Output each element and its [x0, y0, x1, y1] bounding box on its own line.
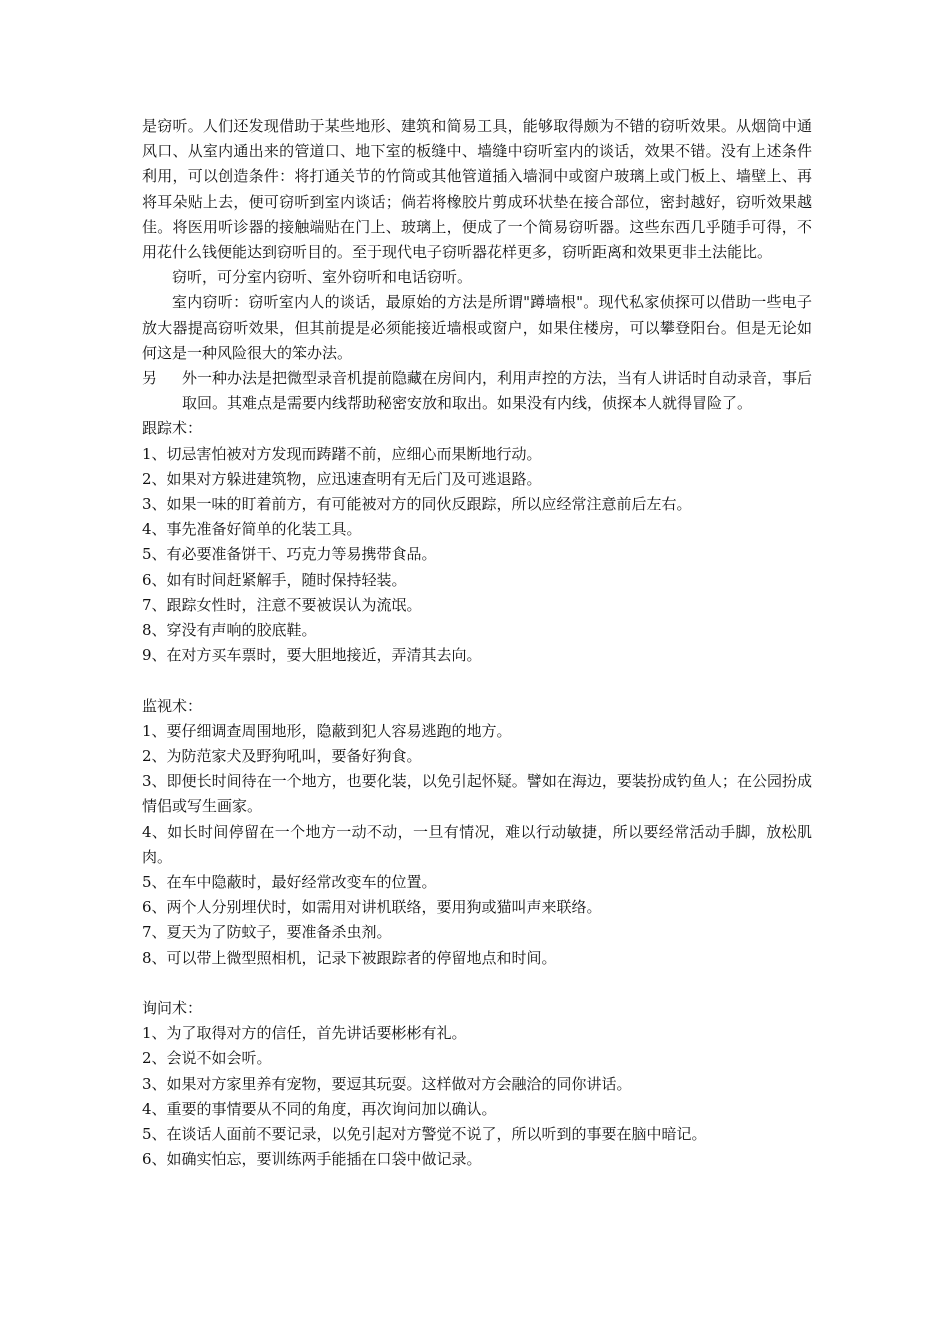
list-item: 6、两个人分别埋伏时，如需用对讲机联络，要用狗或猫叫声来联络。: [142, 898, 602, 917]
recorder-paragraph-text: 外一种办法是把微型录音机提前隐藏在房间内，利用声控的方法，当有人讲话时自动录音，事后取回。其难点是需要内线帮助秘密安放和取出。如果没有内线，侦探本人就得冒险了。: [182, 369, 813, 413]
list-item: 1、要仔细调查周围地形，隐蔽到犯人容易逃跑的地方。: [142, 721, 512, 740]
list-item: 7、跟踪女性时，注意不要被误认为流氓。: [142, 595, 422, 614]
section-spacer: [142, 668, 812, 693]
list-item: 3、即便长时间待在一个地方，也要化装，以免引起怀疑。譬如在海边，要装扮成钓鱼人；在公园扮成情侣或写生画家。: [142, 772, 812, 816]
list-item: 7、夏天为了防蚊子，要准备杀虫剂。: [142, 923, 392, 942]
list-item: 3、如果对方家里养有宠物，要逗其玩耍。这样做对方会融洽的同你讲话。: [142, 1074, 632, 1093]
list-item: 5、在车中隐蔽时，最好经常改变车的位置。: [142, 873, 437, 892]
list-item: 5、有必要准备饼干、巧克力等易携带食品。: [142, 545, 437, 564]
list-item: 2、会说不如会听。: [142, 1049, 272, 1068]
list-item: 5、在谈话人面前不要记录，以免引起对方警觉不说了，所以听到的事要在脑中暗记。: [142, 1125, 707, 1144]
tracking-heading: 跟踪术：: [142, 419, 203, 438]
list-item: 2、如果对方躲进建筑物，应迅速查明有无后门及可逃退路。: [142, 469, 542, 488]
list-item: 4、重要的事情要从不同的角度，再次询问加以确认。: [142, 1099, 497, 1118]
inquiry-heading: 询问术：: [142, 999, 203, 1018]
section-spacer: [142, 971, 812, 996]
recorder-paragraph: [142, 366, 812, 416]
surveillance-heading: 监视术：: [142, 696, 203, 715]
list-item: 6、如有时间赶紧解手，随时保持轻装。: [142, 570, 407, 589]
list-item: 3、如果一味的盯着前方，有可能被对方的同伙反跟踪，所以应经常注意前后左右。: [142, 495, 692, 514]
list-item: 1、切忌害怕被对方发现而踌躇不前，应细心而果断地行动。: [142, 444, 542, 463]
document-page: [142, 114, 812, 1173]
recorder-paragraph-first-char: 另: [142, 369, 158, 388]
list-item: 8、可以带上微型照相机，记录下被跟踪者的停留地点和时间。: [142, 948, 557, 967]
indoor-eavesdrop-paragraph: 室内窃听：窃听室内人的谈话，最原始的方法是所谓"蹲墙根"。现代私家侦探可以借助一些电子放大器提高窃听效果，但其前提是必须能接近墙根或窗户，如果住楼房，可以攀登阳台。但是无论如何这是一种风险很大的笨办法。: [142, 293, 812, 362]
list-item: 8、穿没有声响的胶底鞋。: [142, 621, 317, 640]
list-item: 2、为防范家犬及野狗吼叫，要备好狗食。: [142, 747, 422, 766]
list-item: 4、如长时间停留在一个地方一动不动，一旦有情况，难以行动敏捷，所以要经常活动手脚，放松肌肉。: [142, 822, 812, 866]
intro-paragraph: 是窃听。人们还发现借助于某些地形、建筑和简易工具，能够取得颇为不错的窃听效果。从烟筒中通风口、从室内通出来的管道口、地下室的板缝中、墙缝中窃听室内的谈话，效果不错。没有上述条件利用，可以创造条件：将打通关节的竹筒或其他管道插入墙洞中或窗户玻璃上或门板上、墙壁上、再将耳朵贴上去，便可窃听到室内谈话；倘若将橡胶片剪成环状垫在接合部位，密封越好，窃听效果越佳。将医用听诊器的接触端贴在门上、玻璃上，便成了一个简易窃听器。这些东西几乎随手可得，不用花什么钱便能达到窃听目的。至于现代电子窃听器花样更多，窃听距离和效果更非土法能比。: [142, 117, 812, 262]
list-item: 1、为了取得对方的信任，首先讲话要彬彬有礼。: [142, 1024, 467, 1043]
eavesdrop-types-paragraph: 窃听，可分室内窃听、室外窃听和电话窃听。: [172, 268, 473, 287]
list-item: 9、在对方买车票时，要大胆地接近，弄清其去向。: [142, 646, 482, 665]
list-item: 6、如确实怕忘，要训练两手能插在口袋中做记录。: [142, 1150, 482, 1169]
list-item: 4、事先准备好简单的化装工具。: [142, 520, 362, 539]
